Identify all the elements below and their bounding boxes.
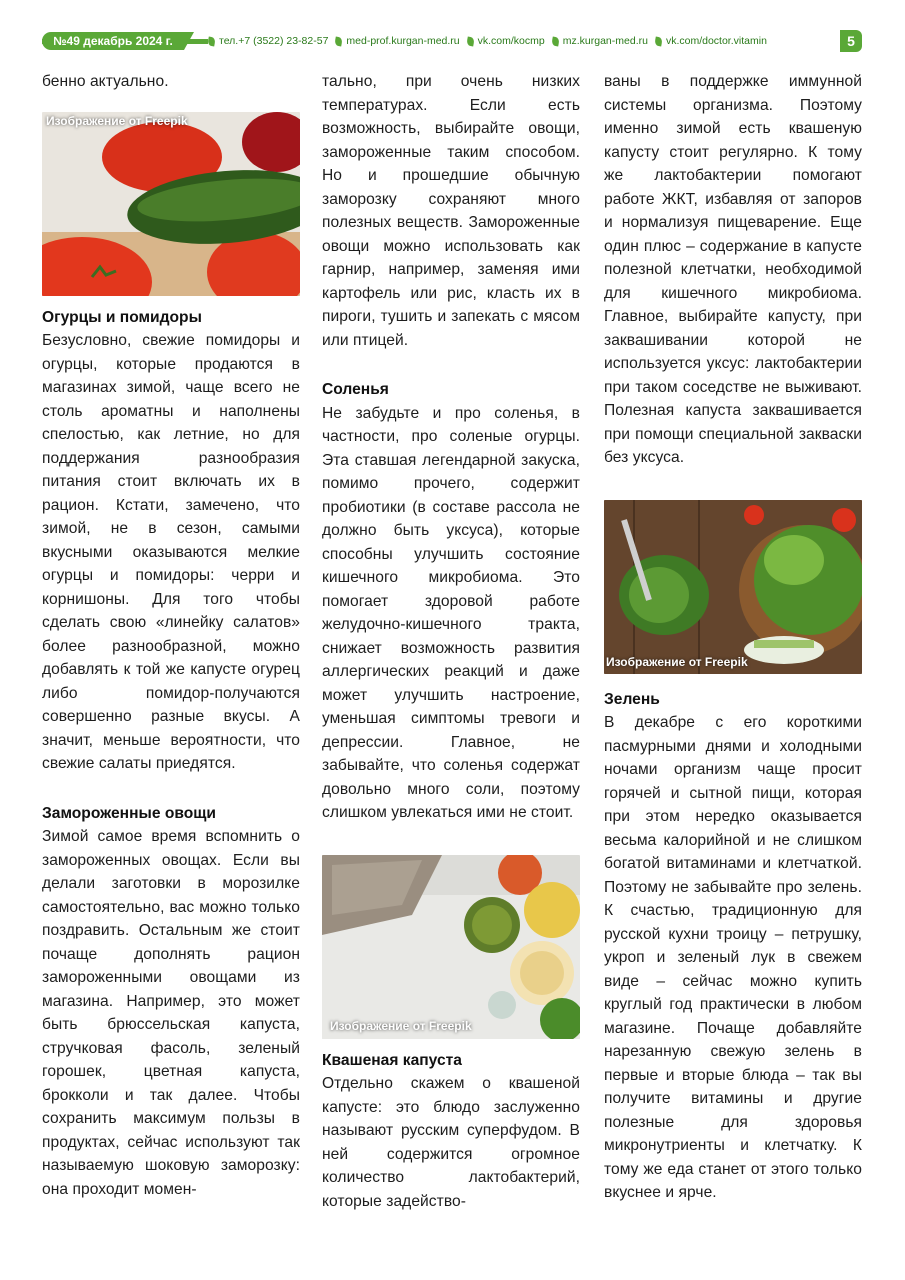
leaf-icon [335, 36, 343, 46]
column-3 [604, 70, 862, 1205]
leaf-icon [466, 36, 474, 46]
contact-site-mz-text[interactable]: mz.kurgan-med.ru [562, 35, 648, 47]
column-2 [322, 70, 580, 1213]
section-title-cucumbers: Огурцы и помидоры [42, 308, 202, 326]
greens-photo [604, 500, 862, 674]
contact-vk-doctor-vitamin[interactable] [655, 35, 774, 47]
section-title-greens: Зелень [604, 690, 660, 708]
contacts-bar [208, 31, 848, 51]
section-title-sauerkraut: Квашеная капуста [322, 1051, 462, 1069]
col1-lead-text: бенно актуально. [42, 73, 169, 90]
page-number: 5 [840, 30, 862, 52]
col2-lead-text: тально, при очень низких температурах. Если есть возможность, выбирайте овощи, замороженные таким способом. Но и прошедшие обычную заморозку сохраняют много полезных веществ. Замороженные овощи можно использовать как гарнир, например, заменяя ими картофель или рис, класть их в пироги, тушить и запекать с мясом или птицей. [322, 73, 580, 349]
leaf-icon [207, 36, 215, 46]
image-credit: Изображение от Freepik [46, 113, 188, 128]
column-1 [42, 70, 300, 1201]
section-title-frozen: Замороженные овощи [42, 804, 216, 822]
page-header [42, 30, 862, 52]
pickles-photo [322, 855, 580, 1039]
contact-vk-doctor-vitamin-text[interactable]: vk.com/doctor.vitamin [665, 35, 767, 47]
contact-phone-text: тел.+7 (3522) 23-82-57 [219, 35, 329, 47]
image-credit: Изображение от Freepik [330, 1018, 472, 1033]
section-text-pickles: Не забудьте и про соленья, в частности, про соленые огурцы. Эта ставшая легендарной закуска, помимо прочего, содержит пробиотики (в составе рассола не должно быть уксуса), которые способны улучшить состояние кишечного микробиома. Это помогает здоровой работе желудочно-кишечного тракта, снижает возможность развития аллергических реакций и даже может улучшить настроение, уменьшая симптомы тревоги и депрессии. Главное, не забывайте, что соленья содержат довольно много соли, поэтому слишком увлекаться ими не стоит. [322, 404, 580, 821]
contact-site-med-prof-text[interactable]: med-prof.kurgan-med.ru [346, 35, 460, 47]
contact-phone [208, 35, 335, 47]
image-credit: Изображение от Freepik [606, 654, 748, 669]
issue-label: №49 декабрь 2024 г. [42, 32, 184, 50]
section-text-sauerkraut: Отдельно скажем о квашеной капусте: это блюдо заслуженно называют русским суперфудом. В ней содержится огромное количество лактобактерий, которые задейство- [322, 1075, 580, 1210]
contact-vk-kocmp[interactable] [467, 35, 552, 47]
contact-site-mz[interactable] [552, 35, 655, 47]
leaf-icon [551, 36, 559, 46]
contact-vk-kocmp-text[interactable]: vk.com/kocmp [477, 35, 545, 47]
cucumbers-tomatoes-photo [42, 112, 300, 296]
contact-site-med-prof[interactable] [335, 35, 466, 47]
col3-lead-text: ваны в поддержке иммунной системы организма. Поэтому именно зимой есть квашеную капусту стоит регулярно. К тому же лактобактерии помогают работе ЖКТ, избавляя от запоров и нормализуя пищеварение. Еще один плюс – содержание в капусте полезной клетчатки, необходимой для кишечного микробиома. Главное, выбирайте капусту, при заквашивании которой не используется уксус: лактобактерии при таком соседстве не выживают. Полезная капуста заквашивается при помощи специальной закваски без уксуса. [604, 73, 862, 466]
section-title-pickles: Соленья [322, 381, 389, 398]
section-text-cucumbers: Безусловно, свежие помидоры и огурцы, которые продаются в магазинах зимой, чаще всего не столь ароматны и наполнены спелостью, как летние, но для поддержания разнообразия питания стоит включать их в рацион. Кстати, замечено, что зимой, не в сезон, самыми вкусными оказываются мелкие огурцы и помидоры: черри и корнишоны. Для того чтобы сделать свою «линейку салатов» более разнообразной, можно добавлять к той же капусте огурец либо помидор-получаются совершенно разные вкусы. А значит, меньше вероятности, что свежие салаты приедятся. [42, 332, 300, 772]
section-text-frozen: Зимой самое время вспомнить о замороженных овощах. Если вы делали заготовки в морозилке самостоятельно, вас можно только поздравить. Остальным же стоит почаще дополнять рацион замороженными овощами из магазина. Например, это может быть брюссельская капуста, стручковая фасоль, зеленый горошек, цветная капуста, брокколи и так далее. Чтобы сохранить максимум пользы в продуктах, сейчас используют так называемую шоковую заморозку: она проходит момен- [42, 828, 300, 1198]
leaf-icon [654, 36, 662, 46]
section-text-greens: В декабре с его короткими пасмурными днями и холодными ночами организм чаще просит горячей и сытной пищи, которая при этом нередко оказывается весьма калорийной и не слишком богатой витаминами и клетчаткой. Поэтому не забывайте про зелень. К счастью, традиционную для русской кухни троицу – петрушку, укроп и зеленый лук в свежем виде – сейчас можно купить круглый год практически в любом магазине. Почаще добавляйте нарезанную свежую зелень в первые и вторые блюда – так вы получите витамины и другие полезные для здоровья микронутриенты и клетчатку. К тому же еда станет от этого только вкуснее и ярче. [604, 714, 862, 1201]
